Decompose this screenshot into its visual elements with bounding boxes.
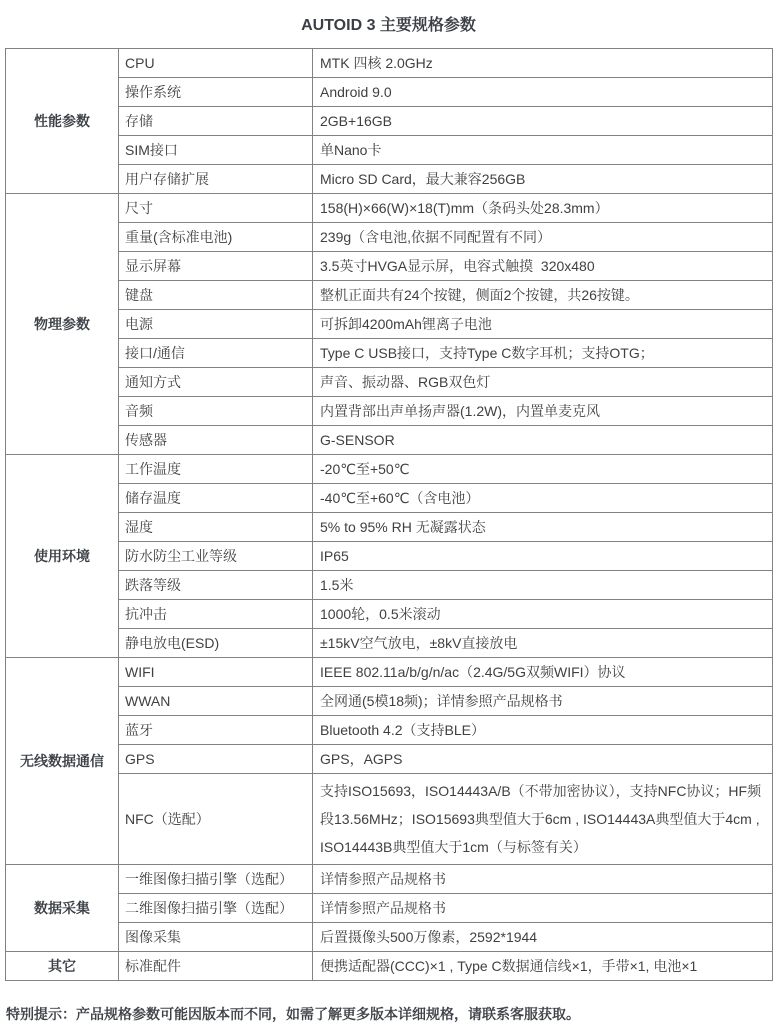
table-row — [6, 571, 773, 600]
table-row — [6, 281, 773, 310]
value-cell: ±15kV空气放电，±8kV直接放电 — [313, 629, 773, 658]
param-cell: 跌落等级 — [119, 571, 313, 600]
table-row — [6, 894, 773, 923]
footer-note: 特别提示：产品规格参数可能因版本而不同，如需了解更多版本详细规格，请联系客服获取。 — [6, 1006, 580, 1022]
table-row — [6, 397, 773, 426]
value-cell: 239g（含电池,依据不同配置有不同） — [313, 223, 773, 252]
value-cell: Micro SD Card，最大兼容256GB — [313, 165, 773, 194]
value-cell: 1000轮，0.5米滚动 — [313, 600, 773, 629]
table-row — [6, 252, 773, 281]
param-cell: 音频 — [119, 397, 313, 426]
param-cell: 传感器 — [119, 426, 313, 455]
value-cell: Bluetooth 4.2（支持BLE） — [313, 716, 773, 745]
value-cell: 便携适配器(CCC)×1 , Type C数据通信线×1，手带×1, 电池×1 — [313, 952, 773, 981]
table-row — [6, 455, 773, 484]
param-cell: CPU — [119, 49, 313, 78]
param-cell: 显示屏幕 — [119, 252, 313, 281]
table-row — [6, 223, 773, 252]
table-row — [6, 774, 773, 865]
category-cell: 使用环境 — [6, 455, 119, 658]
value-cell: 1.5米 — [313, 571, 773, 600]
table-row — [6, 952, 773, 981]
param-cell: 湿度 — [119, 513, 313, 542]
value-cell: 后置摄像头500万像素，2592*1944 — [313, 923, 773, 952]
table-row — [6, 865, 773, 894]
value-cell: 支持ISO15693，ISO14443A/B（不带加密协议），支持NFC协议；HF频段13.56MHz；ISO15693典型值大于6cm , ISO14443A典型值大于4cm , ISO14443B典型值大于1cm（与标签有关） — [313, 774, 773, 865]
value-cell: IP65 — [313, 542, 773, 571]
value-cell: 5% to 95% RH 无凝露状态 — [313, 513, 773, 542]
page-title: AUTOID 3 主要规格参数 — [301, 17, 476, 34]
param-cell: 键盘 — [119, 281, 313, 310]
value-cell: 单Nano卡 — [313, 136, 773, 165]
category-cell: 无线数据通信 — [6, 658, 119, 865]
spec-table — [5, 48, 773, 981]
table-row — [6, 310, 773, 339]
category-cell: 性能参数 — [6, 49, 119, 194]
value-cell: -40℃至+60℃（含电池） — [313, 484, 773, 513]
value-cell: 全网通(5模18频)；详情参照产品规格书 — [313, 687, 773, 716]
table-row — [6, 687, 773, 716]
table-row — [6, 339, 773, 368]
value-cell: 声音、振动器、RGB双色灯 — [313, 368, 773, 397]
table-row — [6, 629, 773, 658]
table-row — [6, 513, 773, 542]
table-row — [6, 745, 773, 774]
param-cell: 存储 — [119, 107, 313, 136]
param-cell: 一维图像扫描引擎（选配） — [119, 865, 313, 894]
value-cell: -20℃至+50℃ — [313, 455, 773, 484]
param-cell: 用户存储扩展 — [119, 165, 313, 194]
param-cell: SIM接口 — [119, 136, 313, 165]
value-cell: Android 9.0 — [313, 78, 773, 107]
param-cell: 重量(含标准电池) — [119, 223, 313, 252]
table-row — [6, 136, 773, 165]
value-cell: 158(H)×66(W)×18(T)mm（条码头处28.3mm） — [313, 194, 773, 223]
param-cell: 抗冲击 — [119, 600, 313, 629]
value-cell: 整机正面共有24个按键，侧面2个按键，共26按键。 — [313, 281, 773, 310]
value-cell: 详情参照产品规格书 — [313, 894, 773, 923]
param-cell: GPS — [119, 745, 313, 774]
table-row — [6, 542, 773, 571]
value-cell: 可拆卸4200mAh锂离子电池 — [313, 310, 773, 339]
param-cell: 电源 — [119, 310, 313, 339]
param-cell: WIFI — [119, 658, 313, 687]
param-cell: WWAN — [119, 687, 313, 716]
table-row — [6, 194, 773, 223]
value-cell: 2GB+16GB — [313, 107, 773, 136]
value-cell: 3.5英寸HVGA显示屏，电容式触摸 320x480 — [313, 252, 773, 281]
param-cell: 操作系统 — [119, 78, 313, 107]
table-row — [6, 107, 773, 136]
param-cell: 图像采集 — [119, 923, 313, 952]
table-row — [6, 426, 773, 455]
category-cell: 物理参数 — [6, 194, 119, 455]
param-cell: NFC（选配） — [119, 774, 313, 865]
table-row — [6, 600, 773, 629]
param-cell: 接口/通信 — [119, 339, 313, 368]
param-cell: 标准配件 — [119, 952, 313, 981]
value-cell: MTK 四核 2.0GHz — [313, 49, 773, 78]
param-cell: 工作温度 — [119, 455, 313, 484]
value-cell: G-SENSOR — [313, 426, 773, 455]
table-row — [6, 49, 773, 78]
param-cell: 通知方式 — [119, 368, 313, 397]
table-row — [6, 716, 773, 745]
param-cell: 防水防尘工业等级 — [119, 542, 313, 571]
value-cell: IEEE 802.11a/b/g/n/ac（2.4G/5G双频WIFI）协议 — [313, 658, 773, 687]
table-row — [6, 658, 773, 687]
param-cell: 蓝牙 — [119, 716, 313, 745]
category-cell: 数据采集 — [6, 865, 119, 952]
value-cell: 详情参照产品规格书 — [313, 865, 773, 894]
table-row — [6, 165, 773, 194]
value-cell: Type C USB接口，支持Type C数字耳机；支持OTG； — [313, 339, 773, 368]
value-cell: 内置背部出声单扬声器(1.2W)，内置单麦克风 — [313, 397, 773, 426]
table-row — [6, 484, 773, 513]
param-cell: 尺寸 — [119, 194, 313, 223]
param-cell: 储存温度 — [119, 484, 313, 513]
param-cell: 静电放电(ESD) — [119, 629, 313, 658]
param-cell: 二维图像扫描引擎（选配） — [119, 894, 313, 923]
value-cell: GPS，AGPS — [313, 745, 773, 774]
table-row — [6, 923, 773, 952]
category-cell: 其它 — [6, 952, 119, 981]
spec-table-body — [6, 49, 773, 981]
table-row — [6, 368, 773, 397]
table-row — [6, 78, 773, 107]
